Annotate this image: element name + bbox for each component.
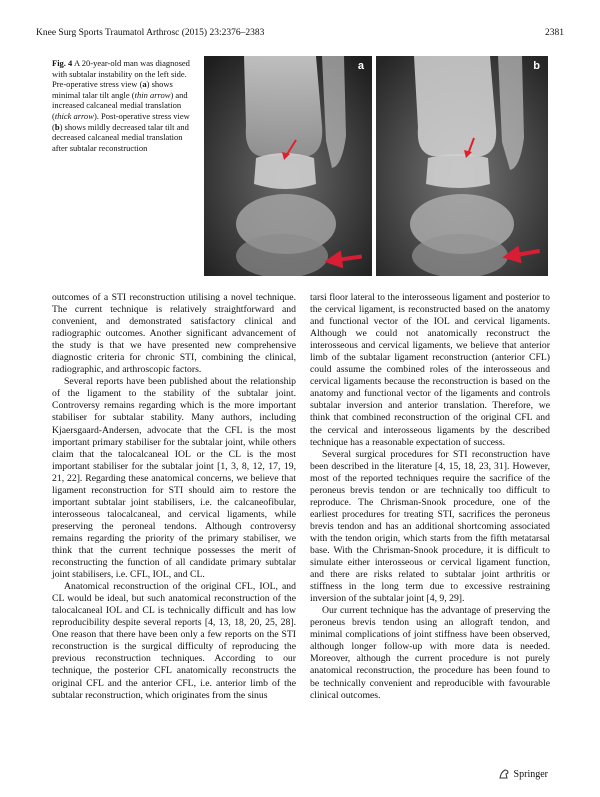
paragraph: Several reports have been published about the relationship of the ligament to the stability of the subtalar joint. Controversy remains regarding which is the more important stabiliser for subtalar stability. Many authors, including Kjaersgaard-Andersen, advocate that the CFL is the most important primary stabiliser for the subtalar joint, while others claim that the talocalcaneal IOL or the CL is the most important stabiliser for the subtalar joint [1, 3, 8, 12, 17, 19, 21, 22]. Regarding these anatomical concerns, we believe that ligament reconstruction for STI should aim to restore the important subtalar joint stabilisers, i.e. the calcaneofibular, interosseous talocalcaneal, and cervical ligaments, while preserving the peroneal tendons. Although controversy remains regarding the priority of the primary stabiliser, we think that the current technique possesses the merit of reconstructing the function of all candidate primary subtalar joint stabilisers, i.e. CFL, IOL, and CL. (52, 376, 296, 581)
publisher-footer (498, 768, 548, 780)
xray-panel-a (204, 56, 372, 276)
xray-panel-b (376, 56, 548, 276)
xray-image-b (376, 56, 548, 276)
journal-citation: Knee Surg Sports Traumatol Arthrosc (2015) 23:2376–2383 (36, 28, 265, 38)
paragraph: tarsi floor lateral to the interosseous ligament and posterior to the cervical ligament, is reconstructed based on the anatomy and functional vector of the IOL and cervical ligaments. Although we could not anatomically reconstruct the interosseous and cervical ligaments, we believe that anterior limb of the subtalar ligament reconstruction (anterior CFL) could assume the combined roles of the interosseous and cervical ligaments because the reconstruction is based on the anatomy and functional vector of the ligaments and controls subtalar inversion and anterior translation. Therefore, we think that combined reconstruction of the original CFL and the cervical and interosseous ligaments by the described technique has a reasonable expectation of success. (310, 292, 550, 448)
paragraph: Several surgical procedures for STI reconstruction have been described in the literature [4, 15, 18, 23, 31]. However, most of the reported techniques require the sacrifice of the peroneus brevis tendon or are technically too difficult to reproduce. The Chrisman-Snook procedure, one of the earliest procedures for treating STI, sacrifices the peroneus brevis tendon and has an additional shortcoming associated with the tendon origin, which starts from the fifth metatarsal base. With the Chrisman-Snook procedure, it is difficult to simulate either interosseous or cervical ligament function, and there are risks related to subtalar joint arthritis or stiffness in the long term due to excessive restraining inversion of the subtalar joint [4, 9, 29]. (310, 448, 550, 605)
body-column-right (310, 292, 550, 702)
publisher-name: Springer (513, 768, 548, 780)
panel-label-b: b (533, 60, 540, 72)
paragraph: Our current technique has the advantage of preserving the peroneus brevis tendon using an allograft tendon, and minimal complications of joint stiffness have been observed, although longer follow-up with more data is needed. Moreover, although the current procedure is not purely anatomical reconstruction, the procedure has been found to be technically convenient and reproducible with favourable clinical outcomes. (310, 605, 550, 701)
body-column-left (52, 292, 296, 702)
panel-label-a: a (357, 60, 364, 72)
figure-caption: Fig. 4 A 20-year-old man was diagnosed with subtalar instability on the left side. Pre-operative stress view (a) shows minimal talar tilt angle (thin arrow) and increased calcaneal medial translation (thick arrow). Post-operative stress view (b) shows mildly decreased talar tilt and decreased calcaneal medial translation after subtalar reconstruction (52, 58, 190, 153)
springer-horse-icon (498, 768, 510, 780)
xray-figure (204, 56, 548, 276)
caption-label: Fig. 4 (52, 58, 73, 68)
xray-image-a (204, 56, 372, 276)
page-number: 2381 (545, 28, 564, 38)
running-header (36, 28, 564, 42)
paragraph: Anatomical reconstruction of the original CFL, IOL, and CL would be ideal, but such anatomical reconstruction of the talocalcaneal IOL and CL is technically difficult and has low reproducibility despite several reports [4, 13, 18, 20, 25, 28]. One reason that there have been only a few reports on the STI reconstruction is the surgical difficulty of reproducing the previous reconstruction techniques. According to our technique, the posterior CFL anatomically reconstructs the original CFL and the anterior CFL, i.e. anterior limb of the subtalar reconstruction, which originates from the sinus (52, 581, 296, 701)
paragraph: outcomes of a STI reconstruction utilising a novel technique. The current technique is relatively straightforward and convenient, and demonstrated satisfactory clinical and radiographic outcomes. Another significant advancement of the study is that we have presented new comprehensive diagnostic criteria for chronic STI, combining the clinical, radiographic, and arthroscopic factors. (52, 292, 296, 376)
